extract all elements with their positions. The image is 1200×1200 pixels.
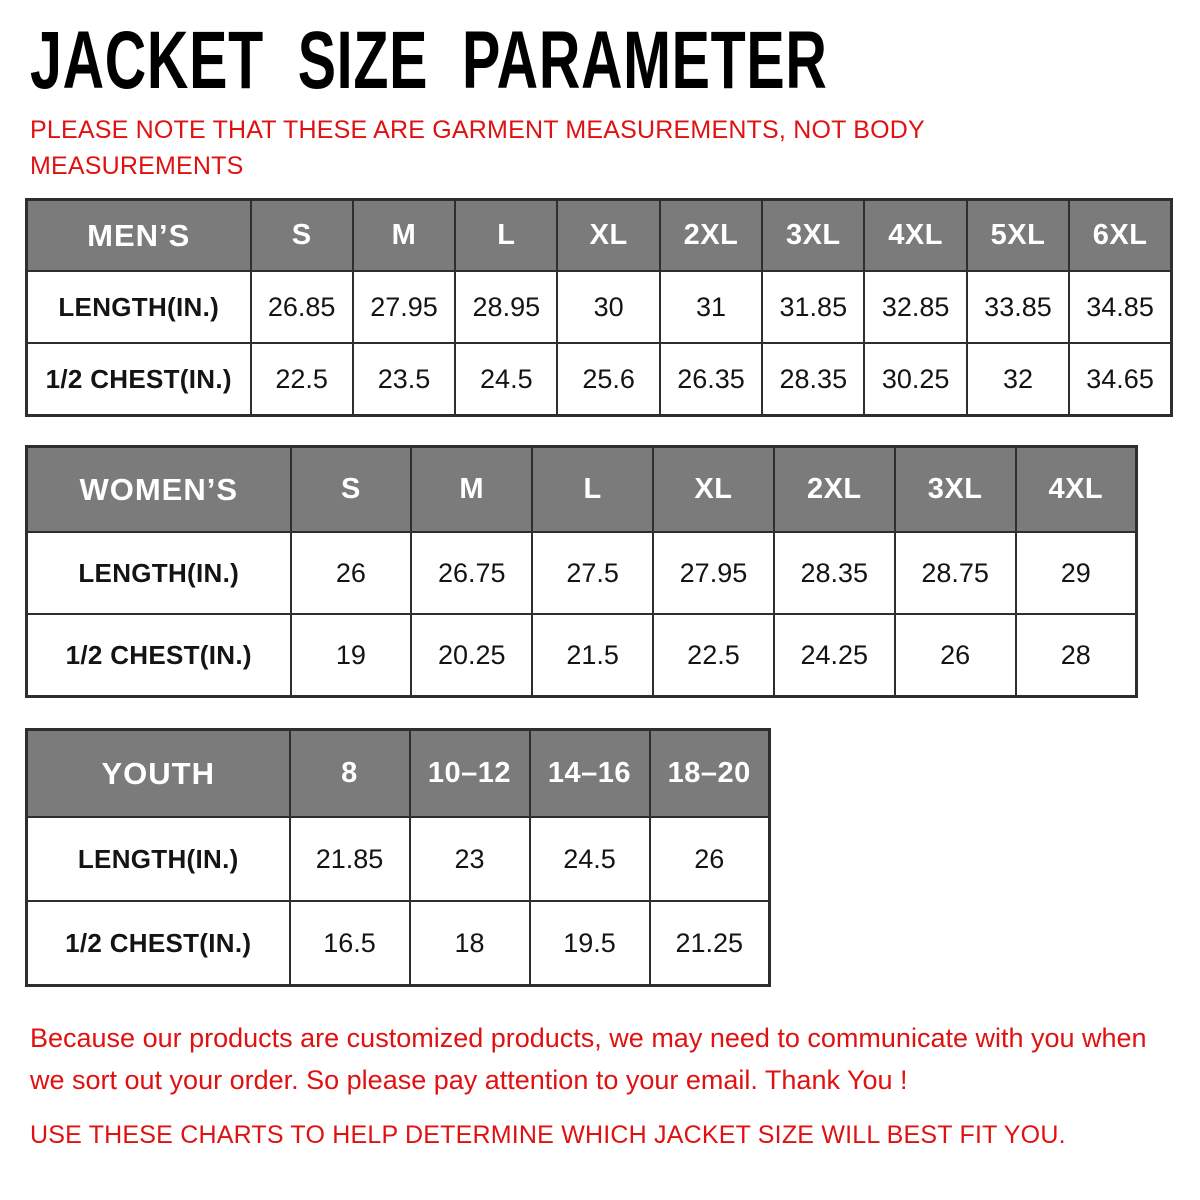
mens-size-header: S (251, 199, 353, 271)
size-value: 26 (291, 532, 412, 614)
size-value: 19 (291, 614, 412, 696)
measure-row-label: 1/2 CHEST(IN.) (27, 901, 290, 985)
womens-size-table (25, 445, 1138, 698)
measure-row-label: LENGTH(IN.) (27, 532, 291, 614)
size-value: 32.85 (864, 271, 966, 343)
size-value: 31.85 (762, 271, 864, 343)
size-value: 25.6 (557, 343, 659, 415)
size-value: 24.5 (455, 343, 557, 415)
size-value: 20.25 (411, 614, 532, 696)
size-value: 27.95 (353, 271, 455, 343)
size-value: 23 (410, 817, 530, 901)
size-value: 30 (557, 271, 659, 343)
size-value: 21.25 (650, 901, 770, 985)
size-value: 26 (895, 614, 1016, 696)
size-value: 16.5 (290, 901, 410, 985)
womens-size-header: XL (653, 446, 774, 532)
size-tables (0, 198, 1200, 987)
measure-row-label: 1/2 CHEST(IN.) (27, 614, 291, 696)
size-value: 28.95 (455, 271, 557, 343)
mens-size-table (25, 198, 1173, 417)
jacket-size-chart-page (0, 15, 1200, 1200)
womens-data-row (27, 532, 1137, 614)
womens-data-row (27, 614, 1137, 696)
womens-size-header: S (291, 446, 412, 532)
size-value: 27.95 (653, 532, 774, 614)
youth-size-header: 8 (290, 729, 410, 817)
measure-row-label: 1/2 CHEST(IN.) (27, 343, 251, 415)
size-value: 26 (650, 817, 770, 901)
size-value: 32 (967, 343, 1069, 415)
size-value: 23.5 (353, 343, 455, 415)
youth-size-header: 18–20 (650, 729, 770, 817)
youth-size-header: 10–12 (410, 729, 530, 817)
mens-size-header: 2XL (660, 199, 762, 271)
size-value: 30.25 (864, 343, 966, 415)
womens-size-header: 3XL (895, 446, 1016, 532)
womens-header-row (27, 446, 1137, 532)
mens-size-header: XL (557, 199, 659, 271)
size-value: 24.5 (530, 817, 650, 901)
custom-products-note: Because our products are customized products, we may need to communicate with you when we sort out your order. So please pay attention to your email. Thank You ! (30, 1022, 1147, 1095)
mens-size-header: 5XL (967, 199, 1069, 271)
fit-advice-note: USE THESE CHARTS TO HELP DETERMINE WHICH JACKET SIZE WILL BEST FIT YOU. (30, 1120, 1066, 1149)
size-value: 34.85 (1069, 271, 1171, 343)
size-value: 26.35 (660, 343, 762, 415)
size-value: 29 (1016, 532, 1137, 614)
size-value: 33.85 (967, 271, 1069, 343)
size-value: 18 (410, 901, 530, 985)
size-value: 22.5 (653, 614, 774, 696)
size-value: 21.85 (290, 817, 410, 901)
mens-size-header: L (455, 199, 557, 271)
mens-header-row (27, 199, 1172, 271)
womens-size-header: L (532, 446, 653, 532)
womens-size-header: 4XL (1016, 446, 1137, 532)
youth-data-row (27, 817, 770, 901)
youth-header-row (27, 729, 770, 817)
mens-size-header: M (353, 199, 455, 271)
size-value: 22.5 (251, 343, 353, 415)
size-value: 28.75 (895, 532, 1016, 614)
measure-row-label: LENGTH(IN.) (27, 817, 290, 901)
youth-group-header: YOUTH (27, 729, 290, 817)
size-value: 28.35 (774, 532, 895, 614)
womens-size-header: M (411, 446, 532, 532)
womens-group-header: WOMEN’S (27, 446, 291, 532)
size-value: 24.25 (774, 614, 895, 696)
youth-size-header: 14–16 (530, 729, 650, 817)
mens-size-header: 3XL (762, 199, 864, 271)
mens-data-row (27, 271, 1172, 343)
size-value: 31 (660, 271, 762, 343)
page-title: JACKET SIZE PARAMETER (30, 15, 828, 106)
measure-row-label: LENGTH(IN.) (27, 271, 251, 343)
mens-size-header: 6XL (1069, 199, 1171, 271)
size-value: 26.75 (411, 532, 532, 614)
mens-size-header: 4XL (864, 199, 966, 271)
size-value: 34.65 (1069, 343, 1171, 415)
size-value: 19.5 (530, 901, 650, 985)
size-value: 28 (1016, 614, 1137, 696)
garment-measurement-note: PLEASE NOTE THAT THESE ARE GARMENT MEASUREMENTS, NOT BODY MEASUREMENTS (30, 115, 925, 180)
youth-data-row (27, 901, 770, 985)
mens-group-header: MEN’S (27, 199, 251, 271)
youth-size-table (25, 728, 771, 987)
size-value: 21.5 (532, 614, 653, 696)
size-value: 26.85 (251, 271, 353, 343)
womens-size-header: 2XL (774, 446, 895, 532)
size-value: 27.5 (532, 532, 653, 614)
mens-data-row (27, 343, 1172, 415)
size-value: 28.35 (762, 343, 864, 415)
